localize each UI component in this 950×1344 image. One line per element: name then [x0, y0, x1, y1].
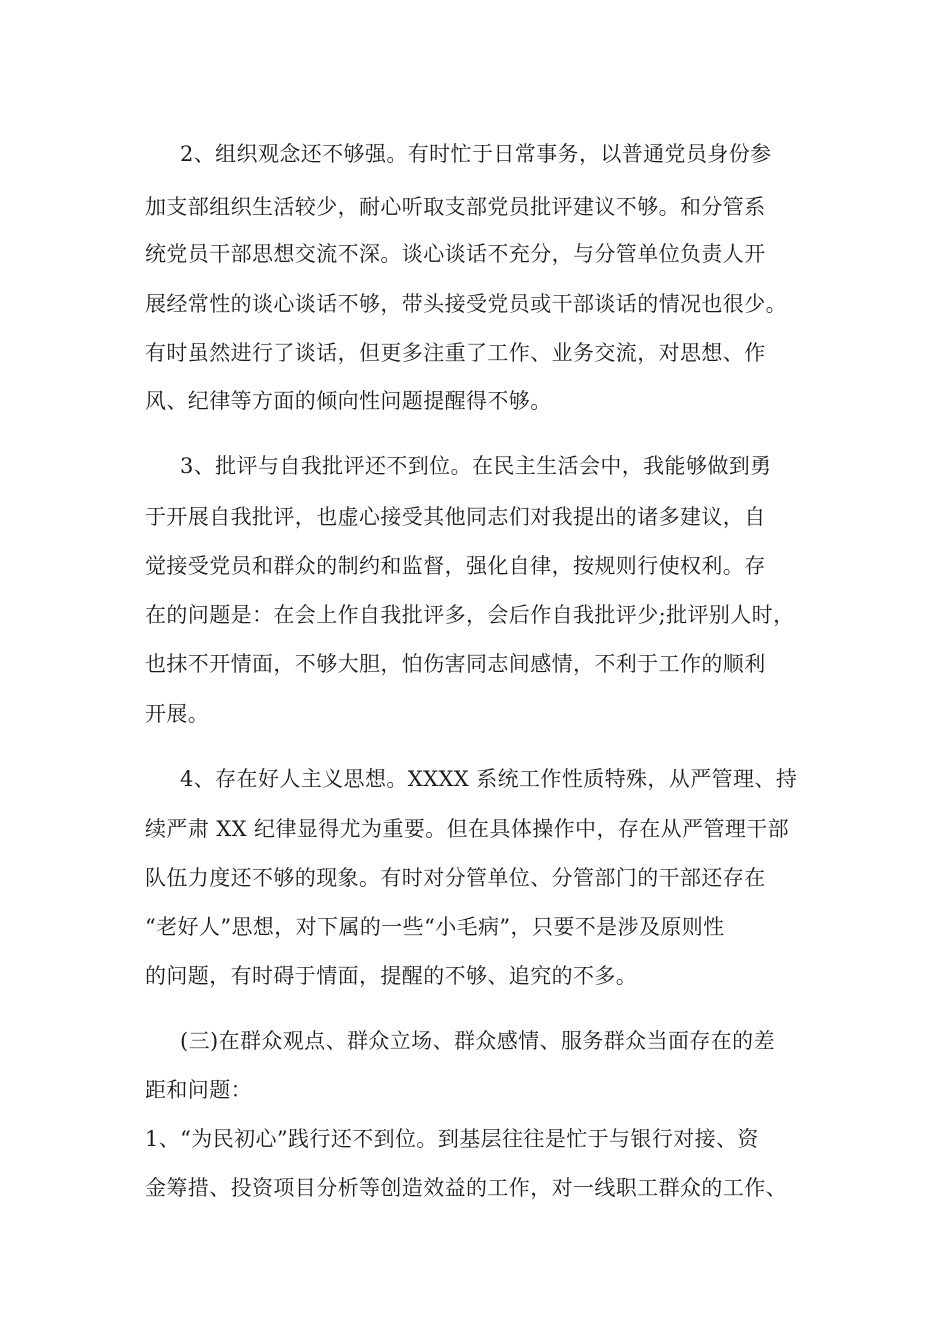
- paragraph-line: 金筹措、投资项目分析等创造效益的工作，对一线职工群众的工作、: [145, 1176, 787, 1200]
- paragraph-line: 有时虽然进行了谈话，但更多注重了工作、业务交流，对思想、作: [145, 341, 766, 365]
- paragraph-line: 加支部组织生活较少，耐心听取支部党员批评建议不够。和分管系: [145, 195, 766, 219]
- paragraph-line: 也抹不开情面，不够大胆，怕伤害同志间感情，不利于工作的顺利: [145, 652, 766, 676]
- paragraph-line: 4、存在好人主义思想。XXXX 系统工作性质特殊，从严管理、持: [180, 767, 798, 791]
- section-heading-line: 距和问题：: [145, 1078, 252, 1102]
- section-heading-line: (三)在群众观点、群众立场、群众感情、服务群众当面存在的差: [180, 1029, 775, 1053]
- paragraph-line: 觉接受党员和群众的制约和监督，强化自律，按规则行使权利。存: [145, 554, 766, 578]
- paragraph-line: 2、组织观念还不够强。有时忙于日常事务，以普通党员身份参: [180, 142, 772, 166]
- paragraph-line: 1、“为民初心”践行还不到位。到基层往往是忙于与银行对接、资: [145, 1127, 759, 1151]
- paragraph-line: 3、批评与自我批评还不到位。在民主生活会中，我能够做到勇: [180, 454, 772, 478]
- paragraph-line: 风、纪律等方面的倾向性问题提醒得不够。: [145, 389, 552, 413]
- paragraph-line: “老好人”思想，对下属的一些“小毛病”，只要不是涉及原则性: [145, 915, 725, 939]
- paragraph-line: 队伍力度还不够的现象。有时对分管单位、分管部门的干部还存在: [145, 866, 766, 890]
- paragraph-line: 展经常性的谈心谈话不够，带头接受党员或干部谈话的情况也很少。: [145, 292, 787, 316]
- paragraph-line: 在的问题是：在会上作自我批评多，会后作自我批评少;批评别人时，: [145, 603, 795, 627]
- paragraph-line: 于开展自我批评，也虚心接受其他同志们对我提出的诸多建议，自: [145, 505, 766, 529]
- paragraph-line: 续严肃 XX 纪律显得尤为重要。但在具体操作中，存在从严管理干部: [145, 817, 790, 841]
- paragraph-line: 开展。: [145, 702, 210, 726]
- paragraph-line: 统党员干部思想交流不深。谈心谈话不充分，与分管单位负责人开: [145, 242, 766, 266]
- paragraph-line: 的问题，有时碍于情面，提醒的不够、追究的不多。: [145, 964, 638, 988]
